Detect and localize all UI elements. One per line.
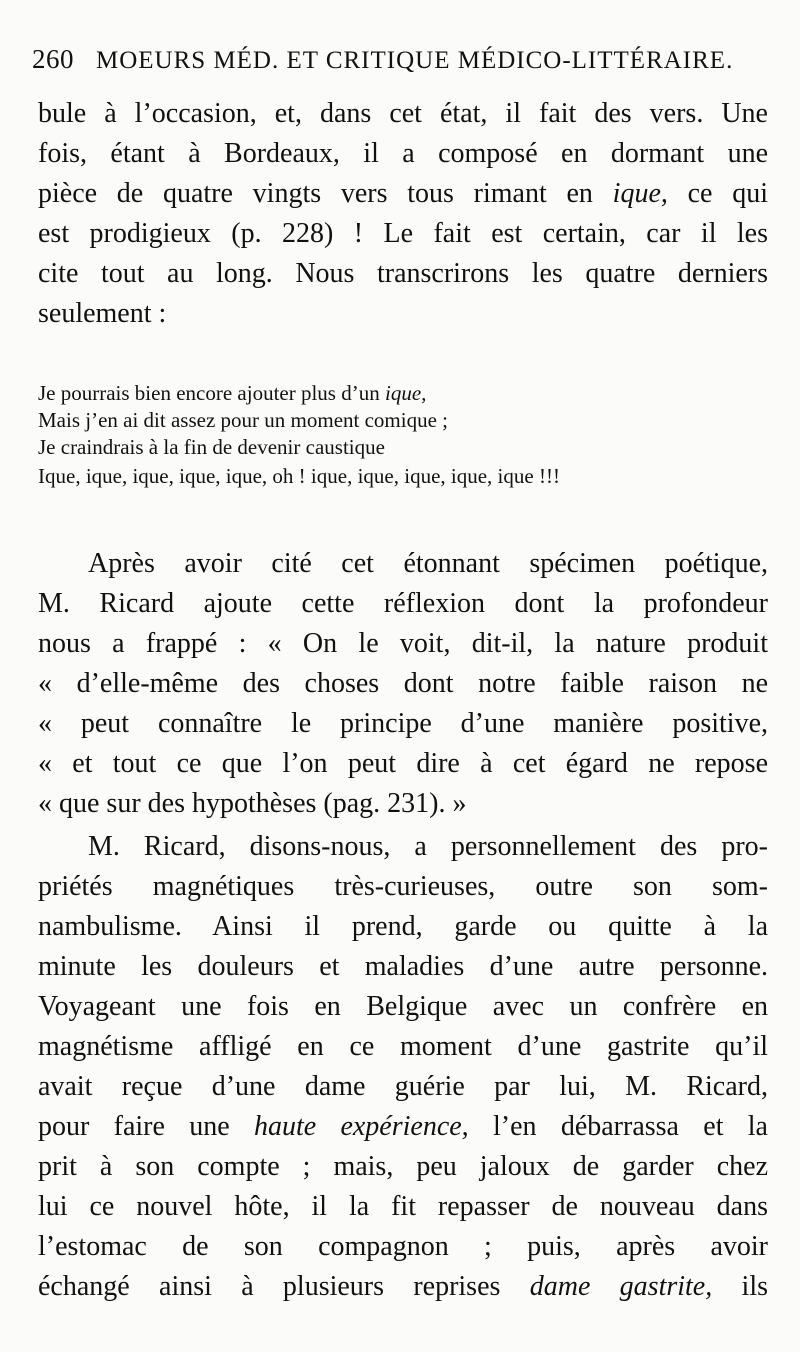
text-line: pour faire une haute expérience, l’en débarrassa et la xyxy=(38,1111,768,1142)
text-line: nambulisme. Ainsi il prend, garde ou quitte à la xyxy=(38,911,768,942)
running-header xyxy=(32,44,772,80)
text-line: nous a frappé : « On le voit, dit-il, la nature produit xyxy=(38,628,768,659)
page-number: 260 xyxy=(32,44,74,74)
text-line: prit à son compte ; mais, peu jaloux de garder chez xyxy=(38,1151,768,1182)
verse-line: Ique, ique, ique, ique, ique, oh ! ique, ique, ique, ique, ique !!! xyxy=(38,464,560,488)
text-line: priétés magnétiques très-curieuses, outre son som- xyxy=(38,871,768,902)
text-line: « d’elle-même des choses dont notre faible raison ne xyxy=(38,668,768,699)
text-line: échangé ainsi à plusieurs reprises dame gastrite, ils xyxy=(38,1271,768,1302)
text-line: lui ce nouvel hôte, il la fit repasser de nouveau dans xyxy=(38,1191,768,1222)
text-line: « peut connaître le principe d’une manière positive, xyxy=(38,708,768,739)
text-line: avait reçue d’une dame guérie par lui, M. Ricard, xyxy=(38,1071,768,1102)
running-title: MOEURS MÉD. ET CRITIQUE MÉDICO-LITTÉRAIRE. xyxy=(96,47,734,74)
text-line: l’estomac de son compagnon ; puis, après avoir xyxy=(38,1231,768,1262)
text-line: pièce de quatre vingts vers tous rimant en ique, ce qui xyxy=(38,178,769,209)
text-line: seulement : xyxy=(38,298,167,329)
verse-line: Je craindrais à la fin de devenir caustique xyxy=(38,435,385,459)
text-line: « que sur des hypothèses (pag. 231). » xyxy=(38,788,467,819)
text-line: Après avoir cité cet étonnant spécimen poétique, xyxy=(88,548,768,579)
text-line: magnétisme affligé en ce moment d’une gastrite qu’il xyxy=(38,1031,768,1062)
verse-line: Mais j’en ai dit assez pour un moment comique ; xyxy=(38,408,448,432)
text-line: est prodigieux (p. 228) ! Le fait est certain, car il les xyxy=(38,218,768,249)
text-line: M. Ricard ajoute cette réflexion dont la profondeur xyxy=(38,588,768,619)
text-line: M. Ricard, disons-nous, a personnellement des pro- xyxy=(88,831,768,862)
verse-line: Je pourrais bien encore ajouter plus d’un ique, xyxy=(38,381,427,405)
text-line: fois, étant à Bordeaux, il a composé en dormant une xyxy=(38,138,768,169)
text-line: Voyageant une fois en Belgique avec un confrère en xyxy=(38,991,768,1022)
text-line: « et tout ce que l’on peut dire à cet égard ne repose xyxy=(38,748,768,779)
text-line: cite tout au long. Nous transcrirons les quatre derniers xyxy=(38,258,768,289)
text-line: minute les douleurs et maladies d’une autre personne. xyxy=(38,951,768,982)
text-line: bule à l’occasion, et, dans cet état, il fait des vers. Une xyxy=(38,98,768,129)
